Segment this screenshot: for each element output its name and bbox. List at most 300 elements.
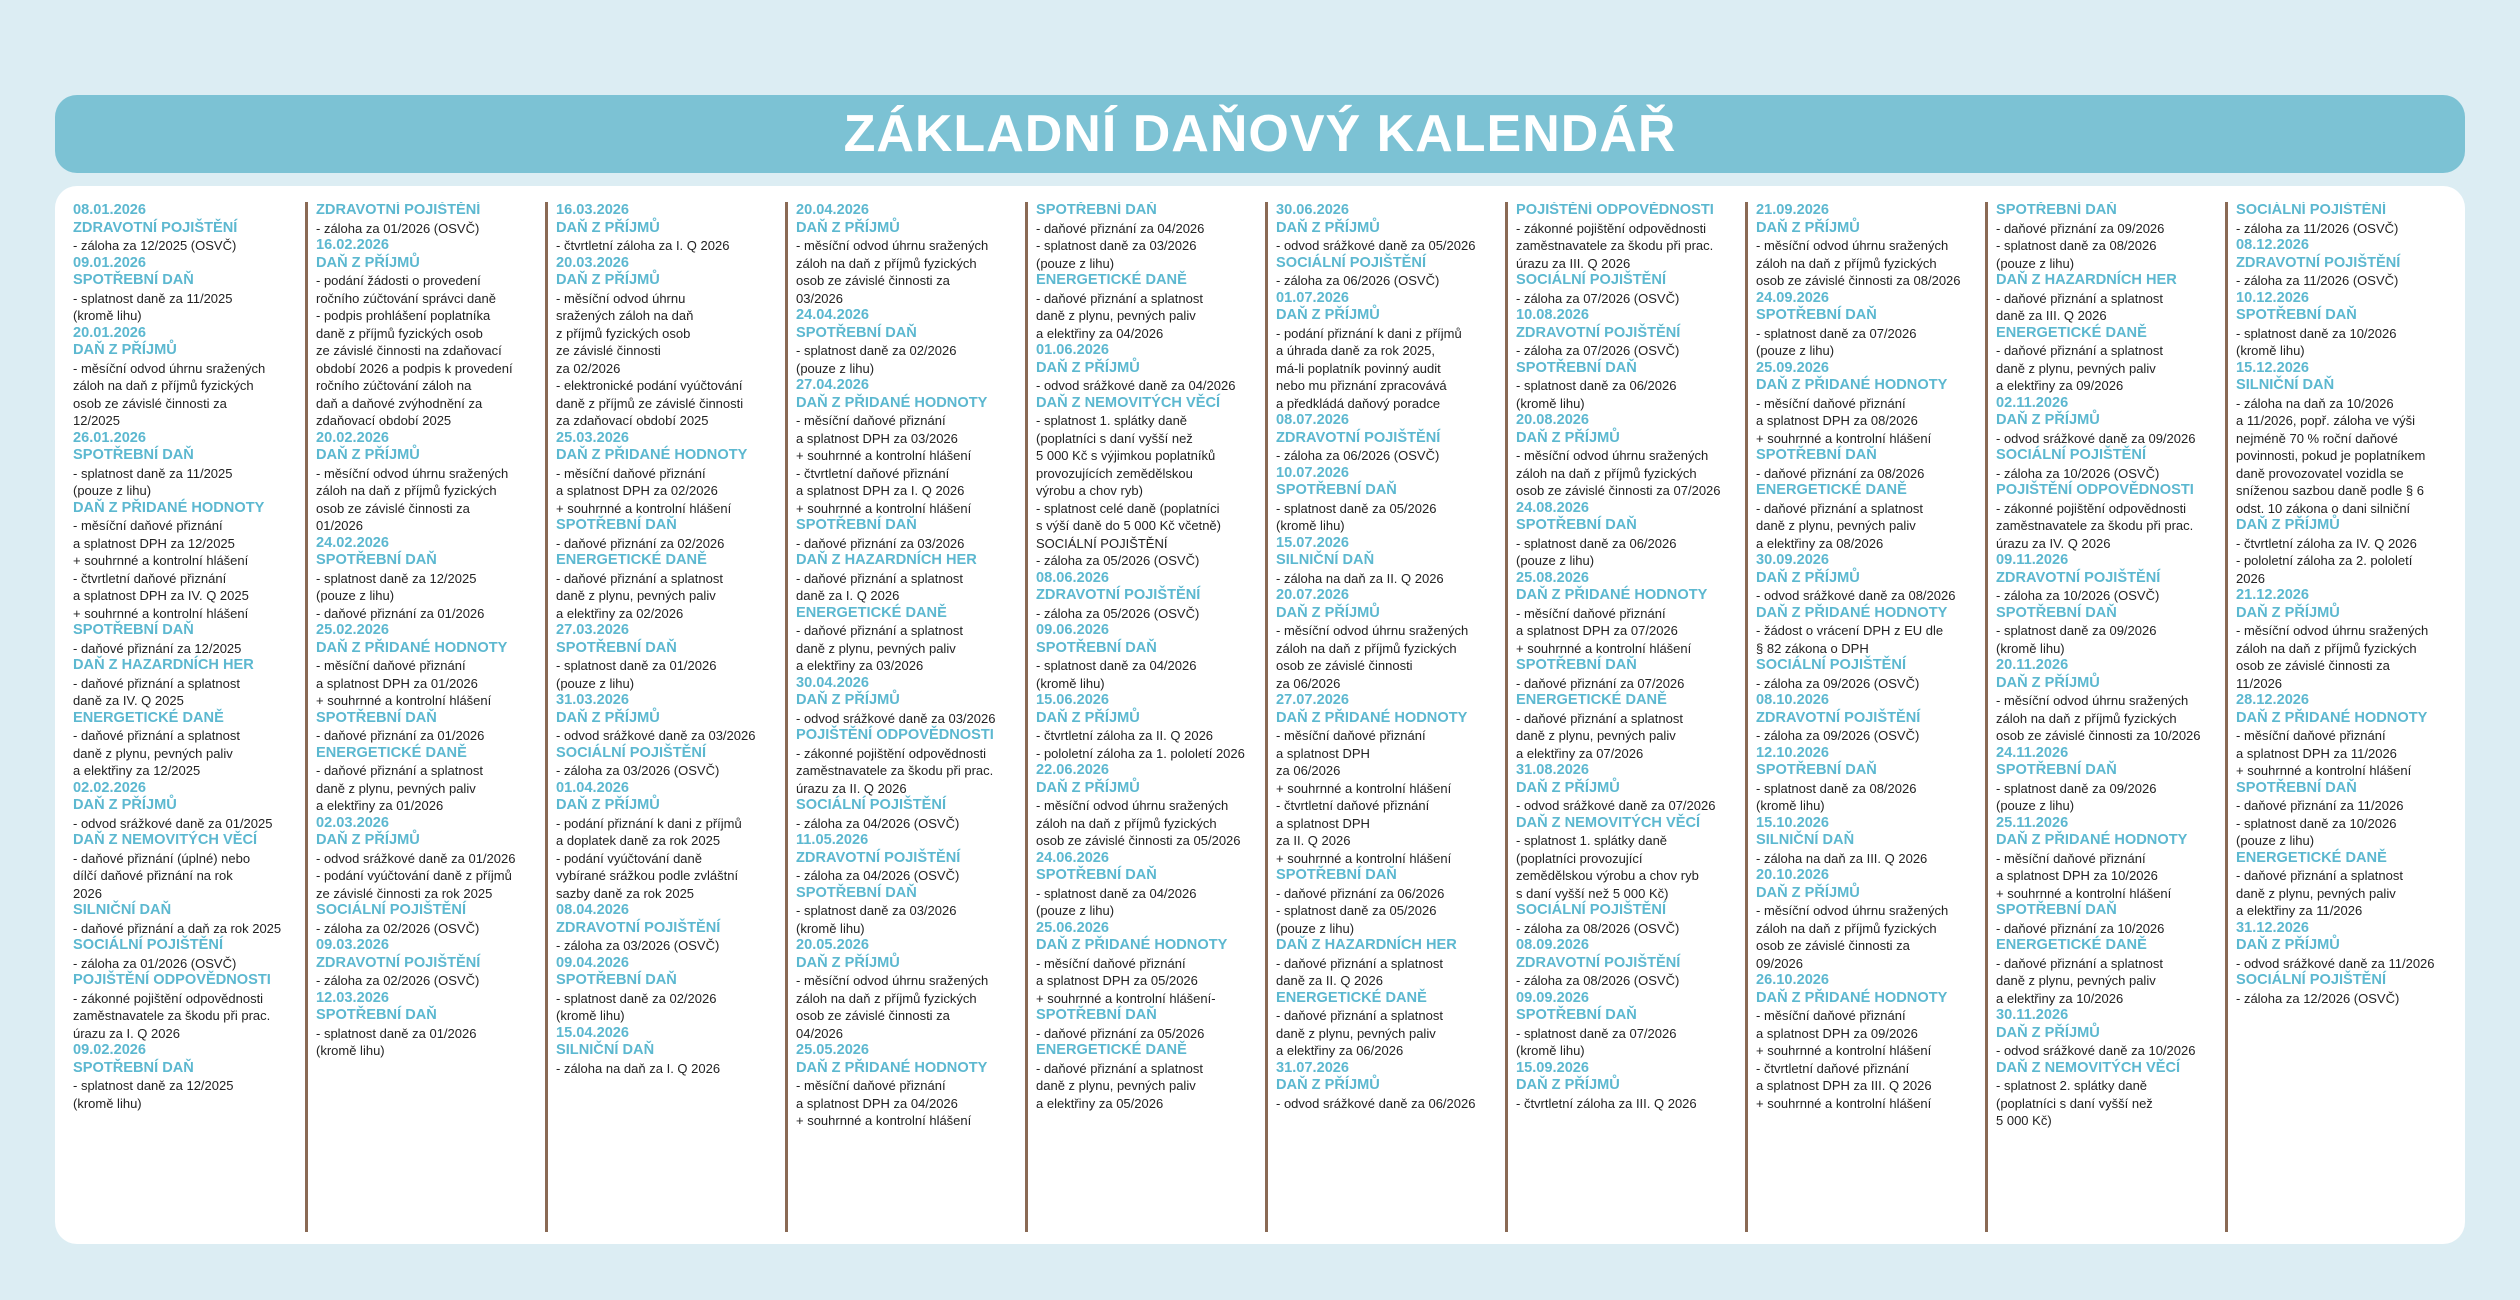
tax-category-heading: SPOTŘEBNÍ DAŇ [1996,762,2117,778]
obligation-text: - měsíční odvod úhrnu sražených [1756,238,1949,253]
obligation-text: - měsíční odvod úhrnu sražených [796,973,989,988]
obligation-text: - splatnost daně za 02/2026 [556,990,717,1006]
obligation-text: a elektřiny za 11/2026 [2236,903,2363,918]
obligation-text: (kromě lihu) [1996,640,2065,656]
tax-category-heading: DAŇ Z PŘÍJMŮ [1756,884,1860,901]
obligation-text: + souhrnné a kontrolní hlášení [796,1113,972,1128]
obligation-text: - daňové přiznání za 01/2026 [316,728,485,743]
deadline-date: 15.04.2026 [556,1024,630,1041]
obligation-text: a splatnost DPH za I. Q 2026 [796,483,965,498]
obligation-text: - daňové přiznání a splatnost [1276,955,1443,971]
deadline-date: 30.06.2026 [1276,202,1350,218]
obligation-text: ze závislé činnosti na zdaňovací [316,343,502,358]
obligation-text: - odvod srážkové daně za 08/2026 [1756,588,1956,603]
obligation-text: + souhrnné a kontrolní hlášení [1516,640,1692,656]
obligation-text: a splatnost DPH za 02/2026 [556,483,718,498]
obligation-text: (pouze z lihu) [1756,343,1835,358]
obligation-text: daně z plynu, pevných paliv [1996,360,2156,376]
obligation-text: (pouze z lihu) [1996,798,2075,813]
obligation-text: - odvod srážkové daně za 03/2026 [556,728,756,743]
obligation-text: - záloha za 02/2026 (OSVČ) [316,920,480,936]
obligation-text: - elektronické podání vyúčtování [556,378,743,393]
calendar-panel [55,186,2465,1244]
tax-category-heading: DAŇ Z PŘÍJMŮ [1036,709,1140,726]
obligation-text: úrazu za II. Q 2026 [796,780,907,796]
tax-category-heading: ENERGETICKÉ DANĚ [73,709,224,726]
deadline-date: 27.04.2026 [796,377,870,393]
obligation-text: (pouze z lihu) [1516,553,1595,568]
obligation-text: z příjmů fyzických osob [556,325,691,341]
tax-category-heading: POJIŠTĚNÍ ODPOVĚDNOSTI [1996,482,2194,498]
obligation-text: daně z příjmů ze závislé činnosti [556,395,744,411]
obligation-text: - daňové přiznání za 07/2026 [1516,675,1685,691]
obligation-text: záloh na daň z příjmů fyzických [316,483,497,498]
tax-category-heading: SILNIČNÍ DAŇ [73,902,172,918]
deadline-date: 24.09.2026 [1756,289,1830,306]
tax-category-heading: SPOTŘEBNÍ DAŇ [1276,482,1397,498]
obligation-text: - záloha za 03/2026 (OSVČ) [556,763,720,778]
obligation-text: - měsíční odvod úhrnu sražených [316,465,509,481]
deadline-date: 12.03.2026 [316,989,390,1006]
obligation-text: záloh na daň z příjmů fyzických [1756,920,1937,936]
obligation-text: a elektřiny za 06/2026 [1276,1043,1404,1058]
deadline-date: 25.09.2026 [1756,359,1830,376]
tax-category-heading: ENERGETICKÉ DANĚ [1276,989,1427,1006]
deadline-date: 22.06.2026 [1036,762,1110,778]
obligation-text: - odvod srážkové daně za 03/2026 [796,710,996,726]
obligation-text: - měsíční odvod úhrnu sražených [1516,448,1709,463]
deadline-date: 27.07.2026 [1276,692,1350,708]
tax-category-heading: ZDRAVOTNÍ POJIŠTĚNÍ [1996,569,2161,586]
obligation-text: daně z plynu, pevných paliv [1516,728,1676,743]
tax-category-heading: SPOTŘEBNÍ DAŇ [796,517,917,533]
obligation-text: a splatnost DPH za 01/2026 [316,675,478,691]
deadline-date: 30.04.2026 [796,674,870,691]
deadline-date: 09.02.2026 [73,1042,147,1058]
tax-category-heading: ZDRAVOTNÍ POJIŠTĚNÍ [796,849,961,866]
deadline-date: 20.10.2026 [1756,867,1830,883]
obligation-text: - měsíční daňové přiznání [1276,728,1426,743]
obligation-text: za 06/2026 [1276,675,1341,691]
deadline-date: 24.06.2026 [1036,849,1110,866]
tax-category-heading: DAŇ Z PŘÍJMŮ [556,797,660,813]
tax-category-heading: DAŇ Z PŘÍJMŮ [1276,1077,1380,1093]
obligation-text: - měsíční daňové přiznání [1756,395,1906,411]
deadline-date: 09.06.2026 [1036,622,1110,638]
obligation-text: a splatnost DPH za III. Q 2026 [1756,1078,1932,1093]
obligation-text: - podání přiznání k dani z příjmů [1276,325,1462,341]
deadline-date: 24.08.2026 [1516,499,1590,516]
tax-category-heading: DAŇ Z PŘIDANÉ HODNOTY [1996,832,2188,848]
obligation-text: - splatnost daně za 09/2026 [1996,780,2157,796]
deadline-date: 24.02.2026 [316,534,390,551]
deadline-date: 21.09.2026 [1756,202,1830,218]
tax-category-heading: DAŇ Z NEMOVITÝCH VĚCÍ [1516,814,1701,831]
tax-category-heading: DAŇ Z PŘIDANÉ HODNOTY [2236,709,2428,726]
obligation-text: záloh na daň z příjmů fyzických [1756,255,1937,271]
obligation-text: - daňové přiznání a splatnost [556,570,723,586]
tax-category-heading: ENERGETICKÉ DANĚ [316,744,467,761]
tax-category-heading: DAŇ Z PŘÍJMŮ [556,272,660,288]
obligation-text: - zákonné pojištění odpovědnosti [1516,220,1707,236]
obligation-text: a elektřiny za 07/2026 [1516,745,1644,761]
deadline-date: 31.08.2026 [1516,762,1590,778]
obligation-text: výrobu a chov ryb) [1036,483,1143,498]
obligation-text: osob ze závislé činnosti za [2236,658,2390,673]
obligation-text: - zákonné pojištění odpovědnosti [796,745,987,761]
obligation-text: - daňové přiznání a splatnost [1276,1008,1443,1023]
obligation-text: daně za I. Q 2026 [796,588,900,603]
obligation-text: osob ze závislé činnosti za 10/2026 [1996,728,2201,743]
obligation-text: - záloha za 09/2026 (OSVČ) [1756,675,1920,691]
obligation-text: + souhrnné a kontrolní hlášení [73,605,249,621]
obligation-text: - daňové přiznání za 12/2025 [73,640,242,656]
deadline-date: 10.07.2026 [1276,464,1350,481]
obligation-text: záloh na daň z příjmů fyzických [1516,465,1697,481]
obligation-text: daně z plynu, pevných paliv [2236,885,2396,901]
obligation-text: - měsíční daňové přiznání [556,465,706,481]
obligation-text: - měsíční odvod úhrnu sražených [1036,798,1229,813]
calendar-column [1265,202,1495,1232]
obligation-text: - splatnost daně za 12/2025 [316,570,477,586]
obligation-text: - splatnost daně za 05/2026 [1276,500,1437,516]
obligation-text: - daňové přiznání a splatnost [1036,290,1203,306]
tax-category-heading: ENERGETICKÉ DANĚ [1996,937,2147,953]
obligation-text: a elektřiny za 09/2026 [1996,378,2124,393]
deadline-date: 20.07.2026 [1276,587,1350,603]
obligation-text: dílčí daňové přiznání na rok [73,868,233,883]
deadline-date: 25.11.2026 [1996,814,2069,831]
calendar-column [785,202,1015,1232]
obligation-text: 12/2025 [73,413,120,428]
obligation-text: - podpis prohlášení poplatníka [316,308,491,323]
deadline-date: 15.07.2026 [1276,534,1350,551]
obligation-text: - splatnost daně za 11/2025 [73,290,233,306]
obligation-text: - měsíční daňové přiznání [1036,955,1186,971]
tax-category-heading: ENERGETICKÉ DANĚ [1996,324,2147,341]
obligation-text: - čtvrtletní daňové přiznání [1276,798,1430,813]
obligation-text: za II. Q 2026 [1276,833,1351,848]
obligation-text: a elektřiny za 10/2026 [1996,990,2124,1006]
obligation-text: zdaňovací období 2025 [316,413,452,428]
obligation-text: - podání žádosti o provedení [316,273,481,288]
deadline-date: 01.07.2026 [1276,289,1350,306]
obligation-text: - daňové přiznání a splatnost [73,675,240,691]
calendar-column [545,202,775,1232]
obligation-text: (poplatníci provozující [1516,850,1643,866]
obligation-text: - měsíční odvod úhrnu sražených [796,238,989,253]
tax-category-heading: SOCIÁLNÍ POJIŠTĚNÍ [1516,902,1667,918]
obligation-text: - záloha na daň za III. Q 2026 [1756,850,1928,866]
obligation-text: - zákonné pojištění odpovědnosti [1996,500,2187,516]
obligation-text: - splatnost daně za 05/2026 [1276,903,1437,918]
obligation-text: (kromě lihu) [1756,798,1825,813]
obligation-text: 04/2026 [796,1025,843,1041]
obligation-text: - záloha za 11/2026 (OSVČ) [2236,220,2399,236]
deadline-date: 16.03.2026 [556,202,630,218]
obligation-text: - odvod srážkové daně za 10/2026 [1996,1043,2196,1058]
deadline-date: 20.11.2026 [1996,657,2069,673]
obligation-text: - podání vyúčtování daně [556,850,702,866]
obligation-text: - záloha za 01/2026 (OSVČ) [73,955,237,971]
obligation-text: ze závislé činnosti za rok 2025 [316,885,493,901]
obligation-text: - odvod srážkové daně za 01/2025 [73,815,273,831]
obligation-text: ročního zúčtování záloh na [316,378,472,393]
tax-category-heading: DAŇ Z PŘÍJMŮ [1036,779,1140,796]
obligation-text: (poplatníci s daní vyšší než [1996,1095,2153,1111]
obligation-text: sražených záloh na daň [556,308,694,323]
obligation-text: ze závislé činnosti [556,343,661,358]
deadline-date: 16.02.2026 [316,237,390,253]
obligation-text: zaměstnavatele za škodu při prac. [796,763,994,778]
tax-category-heading: ZDRAVOTNÍ POJIŠTĚNÍ [1516,954,1681,971]
obligation-text: - záloha za 05/2026 (OSVČ) [1036,553,1200,568]
tax-category-heading: DAŇ Z PŘÍJMŮ [796,692,900,708]
obligation-text: a splatnost DPH za 09/2026 [1756,1025,1918,1041]
tax-category-heading: DAŇ Z PŘÍJMŮ [316,447,420,463]
tax-category-heading: ENERGETICKÉ DANĚ [796,604,947,621]
tax-category-heading: SPOTŘEBNÍ DAŇ [1276,867,1397,883]
obligation-text: provozujících zemědělskou [1036,465,1193,481]
obligation-text: - daňové přiznání a splatnost [1996,290,2163,306]
obligation-text: - daňové přiznání za 05/2026 [1036,1025,1205,1041]
obligation-text: - daňové přiznání a splatnost [796,570,963,586]
tax-category-heading: DAŇ Z PŘÍJMŮ [1276,307,1380,323]
deadline-date: 30.09.2026 [1756,552,1830,568]
obligation-text: - splatnost daně za 08/2026 [1756,780,1917,796]
obligation-text: - čtvrtletní záloha za III. Q 2026 [1516,1095,1697,1111]
obligation-text: s výší daně do 5 000 Kč včetně) [1036,518,1221,533]
obligation-text: - daňové přiznání a splatnost [73,728,240,743]
obligation-text: (pouze z lihu) [316,588,395,603]
calendar-column [305,202,535,1232]
tax-category-heading: DAŇ Z PŘIDANÉ HODNOTY [316,639,508,656]
calendar-column [1745,202,1975,1232]
deadline-date: 27.03.2026 [556,622,630,638]
obligation-text: a doplatek daně za rok 2025 [556,833,721,848]
obligation-text: - daňové přiznání za 10/2026 [1996,920,2165,936]
obligation-text: a elektřiny za 12/2025 [73,763,201,778]
obligation-text: - daňové přiznání a splatnost [1756,500,1923,516]
tax-category-heading: SPOTŘEBNÍ DAŇ [556,517,677,533]
tax-category-heading: SPOTŘEBNÍ DAŇ [1516,359,1637,376]
tax-category-heading: SPOTŘEBNÍ DAŇ [316,552,437,568]
tax-category-heading: SPOTŘEBNÍ DAŇ [1756,447,1877,463]
obligation-text: - záloha za 10/2026 (OSVČ) [1996,465,2160,481]
obligation-text: - pololetní záloha za 2. pololetí [2236,553,2413,568]
deadline-date: 25.06.2026 [1036,919,1110,936]
obligation-text: zemědělskou výrobu a chov ryb [1516,868,1699,883]
deadline-date: 08.04.2026 [556,902,630,918]
obligation-text: - pololetní záloha za 1. pololetí 2026 [1036,745,1245,761]
obligation-text: + souhrnné a kontrolní hlášení [1756,1043,1932,1058]
tax-category-heading: SPOTŘEBNÍ DAŇ [73,447,194,463]
obligation-text: daně z plynu, pevných paliv [1756,518,1916,533]
obligation-text: - měsíční daňové přiznání [1996,850,2146,866]
obligation-text: daně z plynu, pevných paliv [316,780,476,796]
obligation-text: sazby daně za rok 2025 [556,885,695,901]
tax-category-heading: SPOTŘEBNÍ DAŇ [73,622,194,638]
calendar-columns [65,202,2457,1236]
deadline-date: 02.02.2026 [73,779,147,796]
tax-category-heading: SOCIÁLNÍ POJIŠTĚNÍ [316,902,467,918]
obligation-text: osob ze závislé činnosti za [73,395,227,411]
obligation-text: záloh na daň z příjmů fyzických [796,990,977,1006]
obligation-text: daně z plynu, pevných paliv [73,745,233,761]
obligation-text: úrazu za III. Q 2026 [1516,255,1631,271]
obligation-text: (pouze z lihu) [1036,255,1115,271]
obligation-text: a splatnost DPH za 07/2026 [1516,623,1678,638]
obligation-text: daně za II. Q 2026 [1276,973,1383,988]
obligation-text: - splatnost daně za 12/2025 [73,1078,234,1093]
obligation-text: - splatnost daně za 03/2026 [1036,238,1197,253]
obligation-text: - odvod srážkové daně za 04/2026 [1036,378,1236,393]
obligation-text: - odvod srážkové daně za 11/2026 [2236,955,2435,971]
deadline-date: 09.04.2026 [556,954,630,971]
obligation-text: zaměstnavatele za škodu při prac. [1996,518,2194,533]
obligation-text: - záloha za 10/2026 (OSVČ) [1996,588,2160,603]
tax-category-heading: DAŇ Z NEMOVITÝCH VĚCÍ [73,832,258,848]
obligation-text: - záloha za 09/2026 (OSVČ) [1756,728,1920,743]
tax-category-heading: SPOTŘEBNÍ DAŇ [1036,1007,1157,1023]
tax-category-heading: ENERGETICKÉ DANĚ [1036,272,1187,288]
obligation-text: osob ze závislé činnosti za [796,273,950,288]
deadline-date: 09.01.2026 [73,254,147,271]
tax-category-heading: ZDRAVOTNÍ POJIŠTĚNÍ [73,219,238,236]
deadline-date: 11.05.2026 [796,832,869,848]
tax-category-heading: DAŇ Z PŘÍJMŮ [1276,604,1380,621]
obligation-text: (kromě lihu) [556,1008,625,1023]
obligation-text: záloh na daň z příjmů fyzických [1996,710,2177,726]
tax-category-heading: SPOTŘEBNÍ DAŇ [316,1007,437,1023]
obligation-text: a splatnost DPH za 05/2026 [1036,973,1198,988]
tax-category-heading: DAŇ Z HAZARDNÍCH HER [796,552,977,568]
obligation-text: - splatnost daně za 08/2026 [1996,238,2157,253]
obligation-text: - splatnost daně za 03/2026 [796,903,957,918]
obligation-text: - měsíční odvod úhrnu sražených [1756,903,1949,918]
deadline-date: 20.02.2026 [316,429,390,446]
obligation-text: - záloha za 02/2026 (OSVČ) [316,973,480,988]
obligation-text: záloh na daň z příjmů fyzických [2236,640,2417,656]
tax-category-heading: DAŇ Z PŘIDANÉ HODNOTY [1756,377,1948,393]
obligation-text: - čtvrtletní daňové přiznání [73,570,227,586]
page-title: ZÁKLADNÍ DAŇOVÝ KALENDÁŘ [843,105,1677,163]
obligation-text: a splatnost DPH [1276,815,1370,831]
tax-category-heading: SOCIÁLNÍ POJIŠTĚNÍ [73,937,224,953]
deadline-date: 12.10.2026 [1756,744,1830,761]
obligation-text: daně z plynu, pevných paliv [1036,1078,1196,1093]
obligation-text: + souhrnné a kontrolní hlášení [1276,850,1452,866]
calendar-column [65,202,295,1232]
obligation-text: daně z plynu, pevných paliv [1996,973,2156,988]
tax-category-heading: DAŇ Z PŘIDANÉ HODNOTY [1756,989,1948,1006]
deadline-date: 01.06.2026 [1036,342,1110,358]
obligation-text: - záloha za 08/2026 (OSVČ) [1516,920,1680,936]
tax-category-heading: SPOTŘEBNÍ DAŇ [316,709,437,726]
obligation-text: odst. 10 zákona o dani silniční [2236,500,2411,516]
obligation-text: - splatnost daně za 09/2026 [1996,623,2157,638]
obligation-text: - podání vyúčtování daně z příjmů [316,868,512,883]
tax-category-heading: DAŇ Z PŘÍJMŮ [2236,604,2340,621]
deadline-date: 10.08.2026 [1516,307,1590,323]
obligation-text: - splatnost daně za 04/2026 [1036,885,1197,901]
obligation-text: - čtvrtletní daňové přiznání [796,465,950,481]
tax-category-heading: DAŇ Z PŘÍJMŮ [796,219,900,236]
tax-category-heading: ZDRAVOTNÍ POJIŠTĚNÍ [1756,709,1921,726]
obligation-text: - splatnost daně za 04/2026 [1036,658,1197,673]
obligation-text: - odvod srážkové daně za 07/2026 [1516,798,1716,813]
obligation-text: daně z plynu, pevných paliv [1036,308,1196,323]
obligation-text: (poplatníci s daní vyšší než [1036,430,1193,446]
obligation-text: zaměstnavatele za škodu při prac. [73,1008,271,1023]
tax-category-heading: DAŇ Z NEMOVITÝCH VĚCÍ [1996,1059,2181,1076]
tax-category-heading: DAŇ Z PŘÍJMŮ [1756,219,1860,236]
tax-category-heading: ZDRAVOTNÍ POJIŠTĚNÍ [2236,254,2401,271]
tax-category-heading: DAŇ Z HAZARDNÍCH HER [1996,272,2177,288]
obligation-text: osob ze závislé činnosti za [1756,938,1910,953]
obligation-text: - záloha za 08/2026 (OSVČ) [1516,973,1680,988]
tax-category-heading: SOCIÁLNÍ POJIŠTĚNÍ [2236,972,2387,988]
tax-category-heading: POJIŠTĚNÍ ODPOVĚDNOSTI [796,727,994,743]
obligation-text: + souhrnné a kontrolní hlášení [1756,1095,1932,1111]
obligation-text: - daňové přiznání a splatnost [796,623,963,638]
obligation-text: a elektřiny za 05/2026 [1036,1095,1164,1111]
obligation-text: - záloha za 05/2026 (OSVČ) [1036,605,1200,621]
tax-category-heading: SPOTŘEBNÍ DAŇ [1756,307,1877,323]
obligation-text: daně z plynu, pevných paliv [556,588,716,603]
obligation-text: - splatnost daně za 10/2026 [2236,815,2397,831]
deadline-date: 09.11.2026 [1996,552,2069,568]
deadline-date: 30.11.2026 [1996,1007,2069,1023]
obligation-text: 2026 [2236,570,2265,586]
deadline-date: 28.12.2026 [2236,692,2310,708]
tax-category-heading: DAŇ Z PŘIDANÉ HODNOTY [796,394,988,411]
deadline-date: 15.09.2026 [1516,1059,1590,1076]
obligation-text: - odvod srážkové daně za 05/2026 [1276,238,1476,253]
deadline-date: 02.11.2026 [1996,394,2069,411]
deadline-date: 08.10.2026 [1756,692,1830,708]
deadline-date: 25.05.2026 [796,1042,870,1058]
tax-category-heading: SPOTŘEBNÍ DAŇ [2236,307,2357,323]
obligation-text: - čtvrtletní záloha za II. Q 2026 [1036,728,1214,743]
tax-category-heading: DAŇ Z PŘÍJMŮ [73,342,177,358]
obligation-text: osob ze závislé činnosti za [316,500,470,516]
obligation-text: - záloha za 04/2026 (OSVČ) [796,815,960,831]
deadline-date: 31.07.2026 [1276,1059,1350,1076]
tax-category-heading: DAŇ Z PŘÍJMŮ [1516,429,1620,446]
tax-category-heading: DAŇ Z PŘIDANÉ HODNOTY [1756,604,1948,621]
tax-category-heading: SOCIÁLNÍ POJIŠTĚNÍ [2236,202,2387,218]
obligation-text: - měsíční odvod úhrnu sražených [2236,623,2429,638]
tax-category-heading: ZDRAVOTNÍ POJIŠTĚNÍ [316,954,481,971]
deadline-date: 25.08.2026 [1516,569,1590,586]
deadline-date: 26.10.2026 [1756,972,1830,988]
obligation-text: - daňové přiznání za 09/2026 [1996,220,2165,236]
deadline-date: 08.09.2026 [1516,937,1590,953]
obligation-text: (kromě lihu) [2236,343,2305,358]
tax-category-heading: DAŇ Z PŘIDANÉ HODNOTY [73,499,265,516]
obligation-text: - daňové přiznání za 01/2026 [316,605,485,621]
deadline-date: 20.08.2026 [1516,412,1590,428]
tax-category-heading: ZDRAVOTNÍ POJIŠTĚNÍ [1516,324,1681,341]
tax-category-heading: DAŇ Z PŘÍJMŮ [1996,412,2100,428]
tax-category-heading: SPOTŘEBNÍ DAŇ [796,324,917,341]
obligation-text: nejméně 70 % roční daňové [2236,430,2398,446]
deadline-date: 10.12.2026 [2236,289,2310,306]
obligation-text: s daní vyšší než 5 000 Kč) [1516,885,1669,901]
tax-category-heading: SPOTŘEBNÍ DAŇ [2236,779,2357,796]
calendar-column [1505,202,1735,1232]
